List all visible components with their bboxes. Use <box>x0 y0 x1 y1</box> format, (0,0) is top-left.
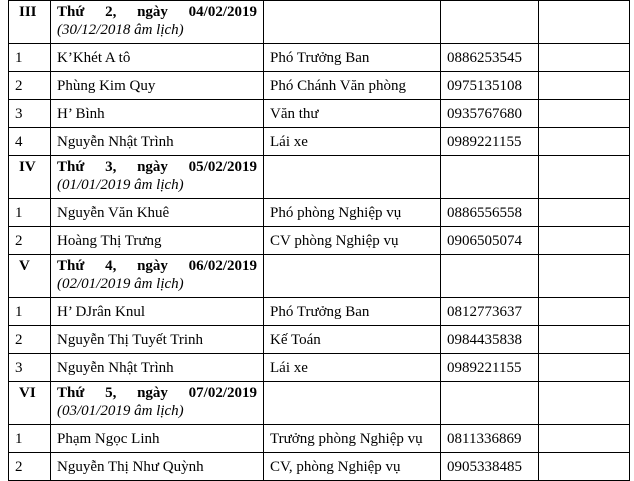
person-phone: 0886253545 <box>441 44 539 72</box>
day-label: Thứ <box>57 159 85 175</box>
person-phone: 0984435838 <box>441 326 539 354</box>
day-roman-numeral: V <box>9 255 51 298</box>
person-name: Phùng Kim Quy <box>51 72 264 100</box>
row-number: 1 <box>9 425 51 453</box>
day-cell <box>51 1 264 44</box>
day-label: Thứ <box>57 258 85 274</box>
person-phone: 0812773637 <box>441 298 539 326</box>
empty-cell <box>539 326 630 354</box>
person-name: Nguyễn Thị Như Quỳnh <box>51 453 264 481</box>
day-cell <box>51 382 264 425</box>
person-role: Phó phòng Nghiệp vụ <box>264 199 441 227</box>
empty-cell <box>441 156 539 199</box>
day-number: 3, <box>105 159 117 175</box>
day-header-row <box>9 255 630 298</box>
person-row <box>9 128 630 156</box>
empty-cell <box>539 44 630 72</box>
person-role: Văn thư <box>264 100 441 128</box>
day-word: ngày <box>137 159 168 175</box>
person-row <box>9 354 630 382</box>
empty-cell <box>539 128 630 156</box>
empty-cell <box>539 1 630 44</box>
row-number: 2 <box>9 227 51 255</box>
solar-date: 04/02/2019 <box>188 4 257 20</box>
day-cell <box>51 156 264 199</box>
empty-cell <box>264 255 441 298</box>
empty-cell <box>264 1 441 44</box>
empty-cell <box>539 453 630 481</box>
day-header-row <box>9 382 630 425</box>
day-cell <box>51 255 264 298</box>
person-name: Nguyễn Nhật Trình <box>51 128 264 156</box>
day-date-line <box>57 158 257 176</box>
person-role: Lái xe <box>264 354 441 382</box>
person-phone: 0935767680 <box>441 100 539 128</box>
person-role: Trưởng phòng Nghiệp vụ <box>264 425 441 453</box>
row-number: 3 <box>9 100 51 128</box>
person-row <box>9 100 630 128</box>
day-number: 2, <box>105 4 117 20</box>
person-role: CV phòng Nghiệp vụ <box>264 227 441 255</box>
day-word: ngày <box>137 4 168 20</box>
solar-date: 06/02/2019 <box>188 258 257 274</box>
person-name: Nguyễn Thị Tuyết Trinh <box>51 326 264 354</box>
day-roman-numeral: III <box>9 1 51 44</box>
person-row <box>9 453 630 481</box>
day-header-row <box>9 1 630 44</box>
day-number: 4, <box>105 258 117 274</box>
person-phone: 0811336869 <box>441 425 539 453</box>
person-role: Lái xe <box>264 128 441 156</box>
person-role: Kế Toán <box>264 326 441 354</box>
day-roman-numeral: IV <box>9 156 51 199</box>
person-row <box>9 44 630 72</box>
person-phone: 0905338485 <box>441 453 539 481</box>
person-name: H’ DJrân Knul <box>51 298 264 326</box>
row-number: 1 <box>9 44 51 72</box>
person-name: Nguyễn Nhật Trình <box>51 354 264 382</box>
row-number: 1 <box>9 298 51 326</box>
person-row <box>9 326 630 354</box>
person-row <box>9 72 630 100</box>
person-phone: 0975135108 <box>441 72 539 100</box>
day-date-line <box>57 257 257 275</box>
day-label: Thứ <box>57 4 85 20</box>
empty-cell <box>264 156 441 199</box>
person-phone: 0989221155 <box>441 128 539 156</box>
person-row <box>9 199 630 227</box>
roster-body <box>9 1 630 481</box>
row-number: 1 <box>9 199 51 227</box>
person-row <box>9 425 630 453</box>
person-role: Phó Trưởng Ban <box>264 44 441 72</box>
person-name: K’Khét A tô <box>51 44 264 72</box>
row-number: 3 <box>9 354 51 382</box>
empty-cell <box>264 382 441 425</box>
duty-roster-table <box>8 0 630 481</box>
day-date-line <box>57 384 257 402</box>
day-date-line <box>57 3 257 21</box>
empty-cell <box>539 298 630 326</box>
empty-cell <box>441 1 539 44</box>
empty-cell <box>539 72 630 100</box>
person-phone: 0906505074 <box>441 227 539 255</box>
person-role: Phó Trưởng Ban <box>264 298 441 326</box>
empty-cell <box>441 382 539 425</box>
row-number: 2 <box>9 72 51 100</box>
person-role: CV, phòng Nghiệp vụ <box>264 453 441 481</box>
empty-cell <box>539 255 630 298</box>
empty-cell <box>539 425 630 453</box>
lunar-date: (03/01/2019 âm lịch) <box>57 403 184 419</box>
person-row <box>9 227 630 255</box>
day-number: 5, <box>105 385 117 401</box>
person-phone: 0886556558 <box>441 199 539 227</box>
person-row <box>9 298 630 326</box>
empty-cell <box>539 100 630 128</box>
solar-date: 05/02/2019 <box>188 159 257 175</box>
day-word: ngày <box>137 258 168 274</box>
empty-cell <box>539 156 630 199</box>
row-number: 2 <box>9 453 51 481</box>
lunar-date: (01/01/2019 âm lịch) <box>57 177 184 193</box>
person-name: Nguyễn Văn Khuê <box>51 199 264 227</box>
lunar-date: (02/01/2019 âm lịch) <box>57 276 184 292</box>
day-header-row <box>9 156 630 199</box>
day-word: ngày <box>137 385 168 401</box>
person-name: Phạm Ngọc Linh <box>51 425 264 453</box>
person-role: Phó Chánh Văn phòng <box>264 72 441 100</box>
person-name: H’ Bình <box>51 100 264 128</box>
empty-cell <box>441 255 539 298</box>
empty-cell <box>539 227 630 255</box>
lunar-date: (30/12/2018 âm lịch) <box>57 22 184 38</box>
day-roman-numeral: VI <box>9 382 51 425</box>
empty-cell <box>539 199 630 227</box>
row-number: 2 <box>9 326 51 354</box>
empty-cell <box>539 354 630 382</box>
solar-date: 07/02/2019 <box>188 385 257 401</box>
person-name: Hoàng Thị Trưng <box>51 227 264 255</box>
day-label: Thứ <box>57 385 85 401</box>
person-phone: 0989221155 <box>441 354 539 382</box>
row-number: 4 <box>9 128 51 156</box>
empty-cell <box>539 382 630 425</box>
